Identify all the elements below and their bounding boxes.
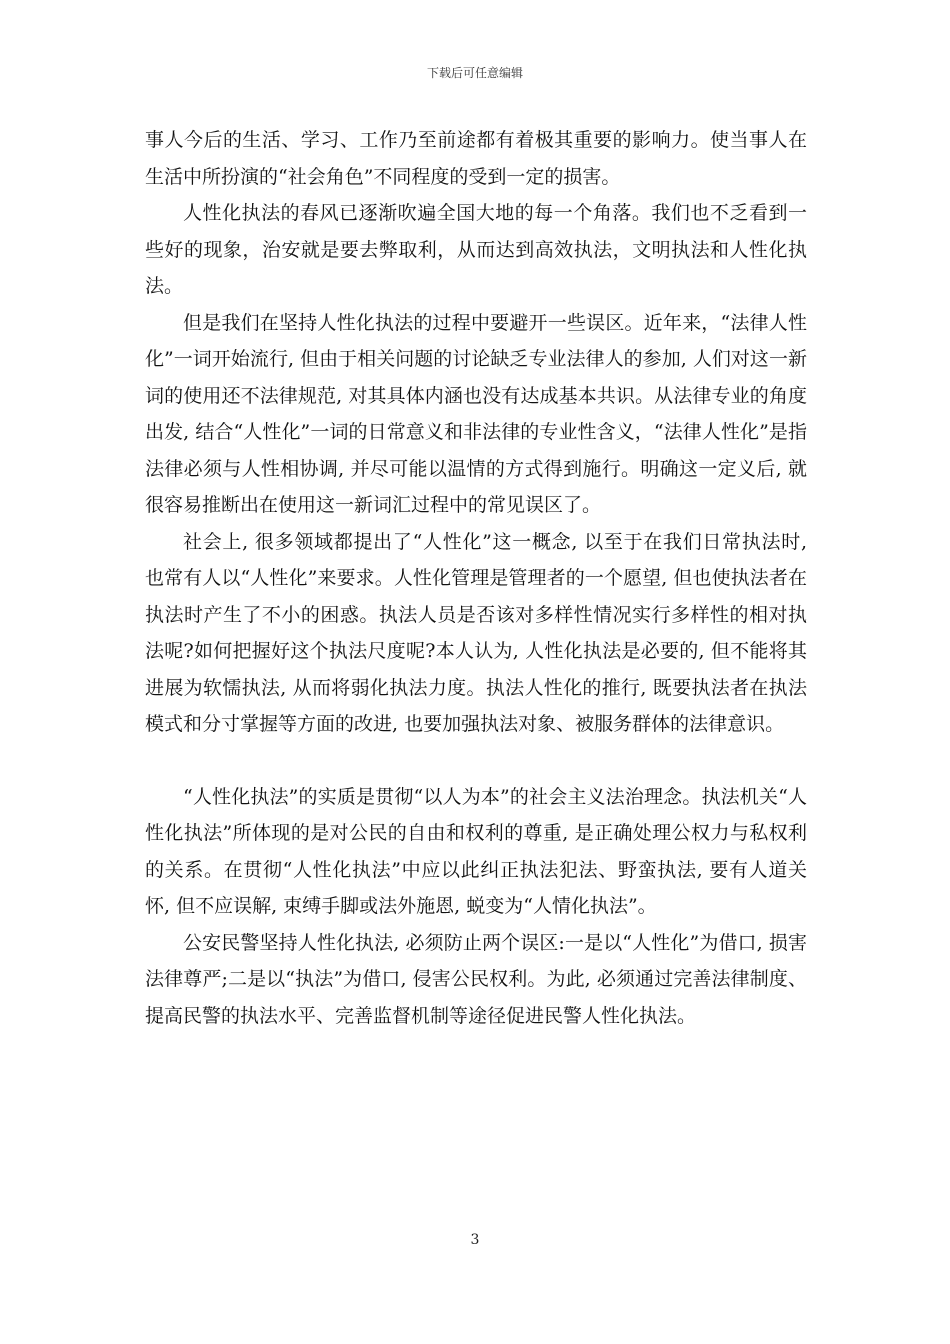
- page-header: 下载后可任意编辑: [426, 66, 523, 80]
- page-number: 3: [470, 1232, 480, 1248]
- paragraph-essence: “人性化执法”的实质是贯彻“以人为本”的社会主义法治理念。执法机关“人性化执法”所体现的是对公民的自由和权利的尊重, 是正确处理公权力与私权利的关系。在贯彻“人性化执法”中应以此纠正执法犯法、野蛮执法, 要有人道关怀, 但不应误解, 束缚手脚或法外施恩, 蜕变为“人情化执法”。: [145, 785, 807, 917]
- paragraph-society: 社会上, 很多领域都提出了“人性化”这一概念, 以至于在我们日常执法时, 也常有人以“人性化”来要求。人性化管理是管理者的一个愿望, 但也使执法者在执法时产生了不小的困惑。执法人员是否该对多样性情况实行多样性的相对执法呢?如何把握好这个执法尺度呢?本人认为, 人性化执法是必要的, 但不能将其进展为软懦执法, 从而将弱化执法力度。执法人性化的推行, 既要执法者在执法模式和分寸掌握等方面的改进, 也要加强执法对象、被服务群体的法律意识。: [145, 530, 807, 735]
- paragraph-spring-breeze: 人性化执法的春风已逐渐吹遍全国大地的每一个角落。我们也不乏看到一些好的现象，治安就是要去弊取利，从而达到高效执法，文明执法和人性化执法。: [145, 202, 807, 297]
- paragraph-continuation: 事人今后的生活、学习、工作乃至前途都有着极其重要的影响力。使当事人在生活中所扮演的“社会角色”不同程度的受到一定的损害。: [145, 129, 807, 188]
- document-body: [145, 122, 807, 1034]
- paragraph-misconceptions: 但是我们在坚持人性化执法的过程中要避开一些误区。近年来，“法律人性化”一词开始流行, 但由于相关问题的讨论缺乏专业法律人的参加, 人们对这一新词的使用还不法律规范, 对其具体内涵也没有达成基本共识。从法律专业的角度出发, 结合“人性化”一词的日常意义和非法律的专业性含义，“法律人性化”是指法律必须与人性相协调, 并尽可能以温情的方式得到施行。明确这一定义后, 就很容易推断出在使用这一新词汇过程中的常见误区了。: [145, 311, 807, 516]
- paragraph-police: 公安民警坚持人性化执法, 必须防止两个误区:一是以“人性化”为借口, 损害法律尊严;二是以“执法”为借口, 侵害公民权利。为此, 必须通过完善法律制度、提高民警的执法水平、完善监督机制等途径促进民警人性化执法。: [145, 931, 807, 1027]
